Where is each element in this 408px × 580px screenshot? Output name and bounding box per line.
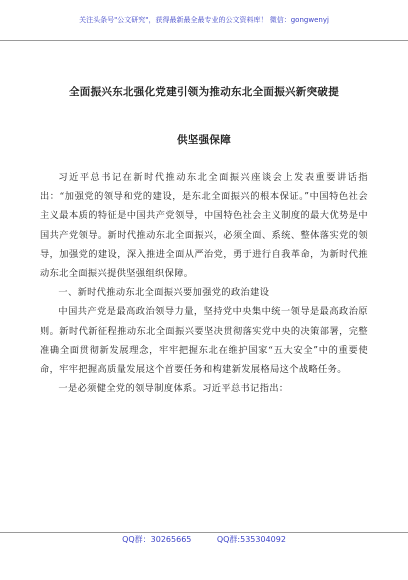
body-paragraph: 中国共产党是最高政治领导力量，坚持党中央集中统一领导是最高政治原则。新时代新征程推动东北全面振兴要坚决贯彻落实党中央的决策部署，完整准确全面贯彻新发展理念，牢牢把握东北在维护国家“五大安全”中的重要使命，牢牢把握高质量发展这个首要任务和构建新发展格局这个战略任务。 [40, 306, 368, 376]
body-paragraph: 习近平总书记在新时代推动东北全面振兴座谈会上发表重要讲话指出：“加强党的领导和党的建设，是东北全面振兴的根本保证。”中国特色社会主义最本质的特征是中国共产党领导，中国特色社会主义制度的最大优势是中国共产党领导。新时代推动东北全面振兴，必须全面、系统、整体落实党的领导，加强党的建设，深入推进全面从严治党，勇于进行自我革命，为新时代推动东北全面振兴提供坚强组织保障。 [40, 172, 368, 280]
footer-qq-group-2: QQ群:535304092 [216, 535, 286, 544]
document-title [40, 68, 368, 164]
footer-divider [0, 532, 408, 533]
section-heading: 一、新时代推动东北全面振兴要加强党的政治建设 [58, 287, 270, 299]
title-line-1: 全面振兴东北强化党建引领为推动东北全面振兴新突破提 [69, 86, 339, 98]
document-body [40, 168, 368, 398]
title-line-2: 供坚强保障 [177, 134, 231, 146]
page-footer [0, 534, 408, 545]
footer-qq-group-1: QQ群：30265665 [122, 535, 192, 544]
body-paragraph: 一是必须健全党的领导制度体系。习近平总书记指出： [58, 383, 289, 395]
page-header: 关注头条号"公文研究"，获得最新最全最专业的公文资料库！ 微信：gongwenyj [0, 0, 408, 41]
